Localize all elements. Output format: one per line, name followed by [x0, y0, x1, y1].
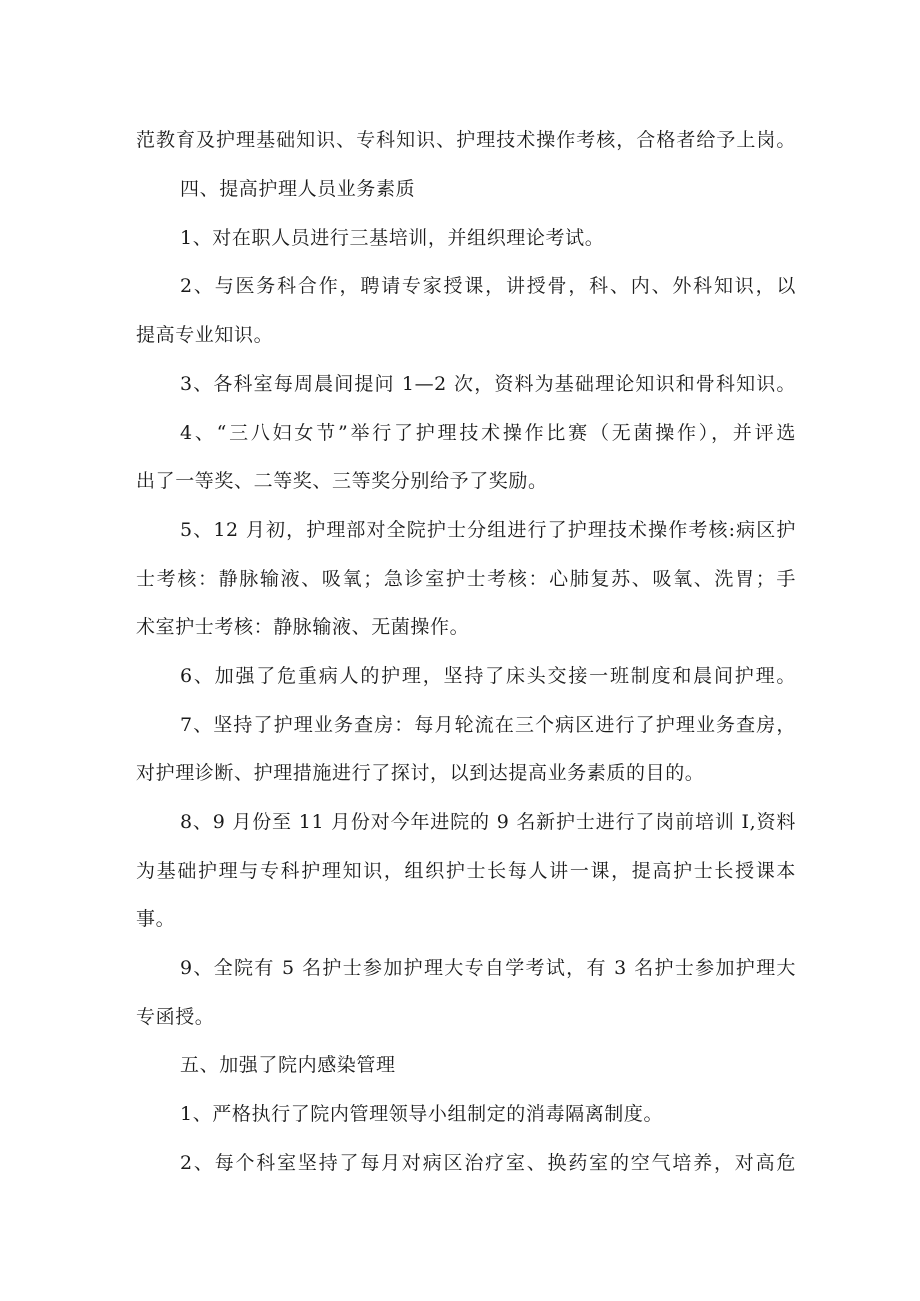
list-item: 7、坚持了护理业务查房：每月轮流在三个病区进行了护理业务查房， — [180, 714, 796, 736]
list-item: 3、各科室每周晨间提问 1—2 次，资料为基础理论知识和骨科知识。 — [180, 373, 796, 395]
section-heading: 五、加强了院内感染管理 — [180, 1054, 396, 1076]
text-line: 术室护士考核：静脉输液、无菌操作。 — [136, 616, 470, 638]
list-item: 8、9 月份至 11 月份对今年进院的 9 名新护士进行了岗前培训 I,资料 — [180, 811, 796, 833]
text-line: 出了一等奖、二等奖、三等奖分别给予了奖励。 — [136, 470, 548, 492]
section-heading: 四、提高护理人员业务素质 — [180, 178, 416, 200]
text-line: 士考核：静脉输液、吸氧；急诊室护士考核：心肺复苏、吸氧、洗胃；手 — [136, 568, 796, 590]
text-line: 事。 — [136, 908, 176, 930]
text-line: 专函授。 — [136, 1006, 215, 1028]
list-item: 1、严格执行了院内管理领导小组制定的消毒隔离制度。 — [180, 1103, 664, 1125]
text-line: 范教育及护理基础知识、专科知识、护理技术操作考核，合格者给予上岗。 — [136, 129, 796, 151]
list-item: 2、与医务科合作，聘请专家授课，讲授骨，科、内、外科知识，以 — [180, 275, 796, 297]
text-line: 为基础护理与专科护理知识，组织护士长每人讲一课，提高护士长授课本 — [136, 860, 796, 882]
list-item: 2、每个科室坚持了每月对病区治疗室、换药室的空气培养，对高危 — [180, 1152, 796, 1174]
list-item: 5、12 月初，护理部对全院护士分组进行了护理技术操作考核:病区护 — [180, 519, 796, 541]
list-item: 4、“三八妇女节”举行了护理技术操作比赛（无菌操作），并评选 — [180, 422, 796, 444]
list-item: 1、对在职人员进行三基培训，并组织理论考试。 — [180, 227, 605, 249]
list-item: 6、加强了危重病人的护理，坚持了床头交接一班制度和晨间护理。 — [180, 665, 796, 687]
text-line: 对护理诊断、护理措施进行了探讨，以到达提高业务素质的目的。 — [136, 762, 705, 784]
text-line: 提高专业知识。 — [136, 324, 274, 346]
list-item: 9、全院有 5 名护士参加护理大专自学考试，有 3 名护士参加护理大 — [180, 957, 796, 979]
